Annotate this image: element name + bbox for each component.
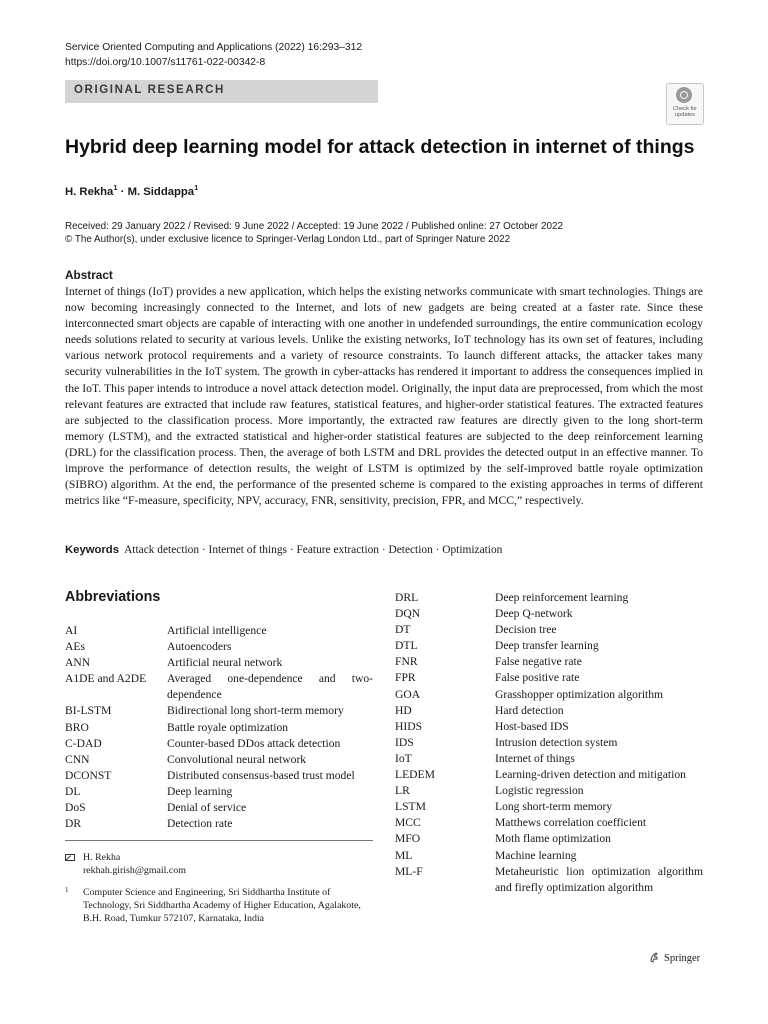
abbreviation-term: ANN (65, 656, 91, 670)
springer-horse-icon (648, 951, 660, 963)
abbreviation-term: DQN (395, 607, 421, 621)
abbreviation-term: LEDEM (395, 768, 435, 782)
abbreviation-row (395, 590, 703, 606)
abbreviation-definition: Denial of service (167, 801, 247, 815)
abbreviation-definition: Decision tree (495, 623, 557, 637)
abbreviation-term: DoS (65, 801, 86, 815)
abbreviation-definition: Grasshopper optimization algorithm (495, 687, 664, 701)
abbreviation-row (65, 752, 373, 768)
abbreviation-definition: Battle royale optimization (167, 720, 289, 734)
abbreviation-definition: Moth flame optimization (495, 832, 611, 846)
journal-citation: Service Oriented Computing and Applications (2022) 16:293–312 (65, 42, 363, 53)
abbreviation-definition: Bidirectional long short-term memory (167, 704, 344, 718)
abbreviation-row (65, 720, 373, 736)
abbreviation-definition: Deep transfer learning (495, 639, 599, 653)
abbreviation-definition: Artificial intelligence (167, 624, 267, 637)
abbreviation-term: DR (65, 817, 82, 831)
abbreviation-row (395, 864, 703, 896)
abbreviation-row (65, 639, 373, 655)
abbreviation-definition: Deep reinforcement learning (495, 591, 629, 604)
abbreviation-row (395, 703, 703, 719)
abbreviation-term: MCC (395, 816, 421, 830)
author-separator: · (117, 185, 128, 198)
update-icon (676, 87, 692, 103)
abbreviation-term: ML (395, 848, 413, 862)
abbreviation-row (395, 848, 703, 864)
abbreviations-heading: Abbreviations (65, 589, 161, 605)
affiliation-text: Computer Science and Engineering, Sri Siddhartha Institute of Technology, Sri Siddhartha Academy of Higher Education, Agalakote, B.H. Road, Tumkur 572107, Karnataka, India (83, 887, 361, 924)
abbreviation-row (65, 816, 373, 832)
publisher-name: Springer (664, 953, 701, 964)
abbreviation-term: LSTM (395, 800, 426, 814)
abstract-heading: Abstract (65, 268, 113, 282)
abbreviation-term: A1DE and A2DE (65, 672, 147, 686)
abbreviation-term: CNN (65, 752, 90, 766)
abbreviation-term: DRL (395, 591, 419, 604)
abbreviation-term: LR (395, 784, 410, 798)
envelope-icon (65, 854, 75, 861)
abbreviation-term: IoT (395, 751, 412, 765)
abbreviation-definition: Long short-term memory (495, 800, 613, 814)
abbreviation-definition: Metaheuristic lion optimization algorithm and firefly optimization algorithm (495, 864, 703, 894)
author-list (65, 180, 198, 200)
abbreviation-definition: Machine learning (495, 848, 577, 862)
abbreviation-definition: False negative rate (495, 655, 582, 669)
abbreviation-term: HIDS (395, 719, 423, 733)
abbreviation-row (395, 670, 703, 686)
author-name[interactable]: M. Siddappa (127, 185, 195, 198)
keywords-line (65, 543, 502, 558)
badge-label: Check for updates (673, 106, 697, 118)
abbreviation-row (395, 687, 703, 703)
abbreviation-term: DCONST (65, 768, 112, 782)
abbreviation-definition: Convolutional neural network (167, 752, 307, 766)
author-name[interactable]: H. Rekha (65, 185, 114, 198)
abbreviation-row (65, 655, 373, 671)
abbreviation-term: BRO (65, 720, 89, 734)
abbreviation-definition: Matthews correlation coefficient (495, 816, 647, 830)
abbreviation-row (395, 622, 703, 638)
publisher-footer (648, 951, 700, 967)
abbreviation-definition: Deep learning (167, 784, 233, 798)
abbreviation-term: MFO (395, 832, 421, 846)
abbreviation-term: HD (395, 703, 412, 717)
abbreviation-definition: Detection rate (167, 817, 233, 831)
abbreviation-row (395, 735, 703, 751)
abbreviation-term: ML-F (395, 864, 423, 878)
abbreviation-row (65, 623, 373, 639)
check-for-updates-badge[interactable] (666, 83, 704, 125)
abbreviation-term: DL (65, 784, 81, 798)
abbreviation-definition: Learning-driven detection and mitigation (495, 768, 686, 782)
abbreviation-term: AI (65, 624, 78, 637)
article-type-label: ORIGINAL RESEARCH (74, 84, 225, 96)
abbreviation-term: GOA (395, 687, 421, 701)
affiliation-marker: 1 (113, 183, 118, 192)
abbreviation-definition: Host-based IDS (495, 719, 569, 733)
corresponding-author-name: H. Rekha (83, 852, 121, 863)
abbreviation-definition: Logistic regression (495, 784, 584, 798)
abbreviation-row (65, 736, 373, 752)
keywords-label: Keywords (65, 544, 119, 556)
abbreviation-row (65, 768, 373, 784)
abbreviation-term: DTL (395, 639, 418, 653)
abbreviation-row (395, 751, 703, 767)
abbreviation-row (395, 638, 703, 654)
abbreviation-row (395, 654, 703, 670)
abbreviation-row (395, 831, 703, 847)
corresponding-author-email[interactable]: rekhah.girish@gmail.com (83, 865, 186, 876)
abbreviation-row (395, 783, 703, 799)
footnote-divider (65, 840, 373, 841)
abbreviation-term: C-DAD (65, 736, 102, 750)
abbreviation-term: FNR (395, 655, 418, 669)
abbreviation-term: FPR (395, 671, 416, 685)
article-type-banner (65, 80, 378, 103)
abbreviation-definition: Hard detection (495, 703, 564, 717)
affiliation-marker: 1 (194, 183, 199, 192)
abbreviation-definition: Distributed consensus-based trust model (167, 768, 355, 782)
abbreviation-definition: Artificial neural network (167, 656, 283, 670)
abbreviation-definition: False positive rate (495, 671, 580, 685)
abstract-body: Internet of things (IoT) provides a new application, which helps the existing networks communicate with smart technologies. Things are now becoming increasingly connected to the Internet, and lots of new gadgets are being created at a faster rate. Since these interconnected smart objects are capable of interacting with one another in undefended surroundings, the entire communication ecology needs solutions related to security at various levels. Unlike the existing networks, IoT technology has its own set of features, including various network protocol requirements and a variety of resource constraints. To launch different attacks, the attacker takes many security vulnerabilities in the IoT system. The growth in cyber-attacks has rendered it important to address the consequences implied in the IoT. This paper intends to introduce a novel attack detection model. Originally, the input data are preprocessed, from which the most relevant features are extracted that include raw features, statistical features, and higher-order statistical features. The extracted features are subjected to the classification process. More importantly, the extracted raw features are directly given to the long short-term memory (LSTM), and the extracted statistical and higher-order statistical features are subjected to the deep reinforcement learning (DRL) for the classification process. Then, the average of both LSTM and DRL provides the detected output in an effective manner. To improve the performance of detection results, the weight of LSTM is optimized by the self-improved battle royale optimization (SIBRO) algorithm. At the end, the performance of the presented scheme is compared to the existing approaches in terms of different metrics like “F-measure, specificity, NPV, accuracy, FNR, sensitivity, precision, FPR, and MCC,” respectively. (65, 285, 703, 508)
abbreviation-row (395, 606, 703, 622)
abbreviation-term: BI-LSTM (65, 704, 112, 718)
publication-dates: Received: 29 January 2022 / Revised: 9 June 2022 / Accepted: 19 June 2022 / Published online: 27 October 2022 (65, 221, 563, 232)
abbreviation-row (65, 703, 373, 719)
copyright-notice: © The Author(s), under exclusive licence to Springer-Verlag London Ltd., part of Springer Nature 2022 (65, 234, 511, 245)
abbreviation-row (395, 767, 703, 783)
abbreviation-definition: Deep Q-network (495, 607, 573, 621)
abbreviation-row (395, 815, 703, 831)
paper-title: Hybrid deep learning model for attack detection in internet of things (65, 136, 695, 158)
abbreviation-term: DT (395, 623, 411, 637)
abbreviations-table-right (395, 590, 703, 896)
abbreviations-table-left (65, 623, 373, 832)
abbreviation-term: AEs (65, 640, 85, 654)
abbreviation-definition: Autoencoders (167, 640, 232, 654)
abbreviation-row (65, 671, 373, 703)
abbreviation-definition: Intrusion detection system (495, 735, 618, 749)
abbreviation-definition: Internet of things (495, 751, 575, 765)
abbreviation-definition: Counter-based DDos attack detection (167, 736, 341, 750)
abbreviation-row (65, 800, 373, 816)
abbreviation-definition: Averaged one-dependence and two-dependence (167, 672, 373, 702)
abbreviation-row (65, 784, 373, 800)
abbreviation-term: IDS (395, 735, 414, 749)
doi-link[interactable]: https://doi.org/10.1007/s11761-022-00342-8 (65, 57, 266, 68)
abbreviation-row (395, 799, 703, 815)
affiliation-number: 1 (65, 886, 69, 894)
keywords-list: Attack detection · Internet of things · Feature extraction · Detection · Optimization (124, 544, 503, 556)
abbreviation-row (395, 719, 703, 735)
